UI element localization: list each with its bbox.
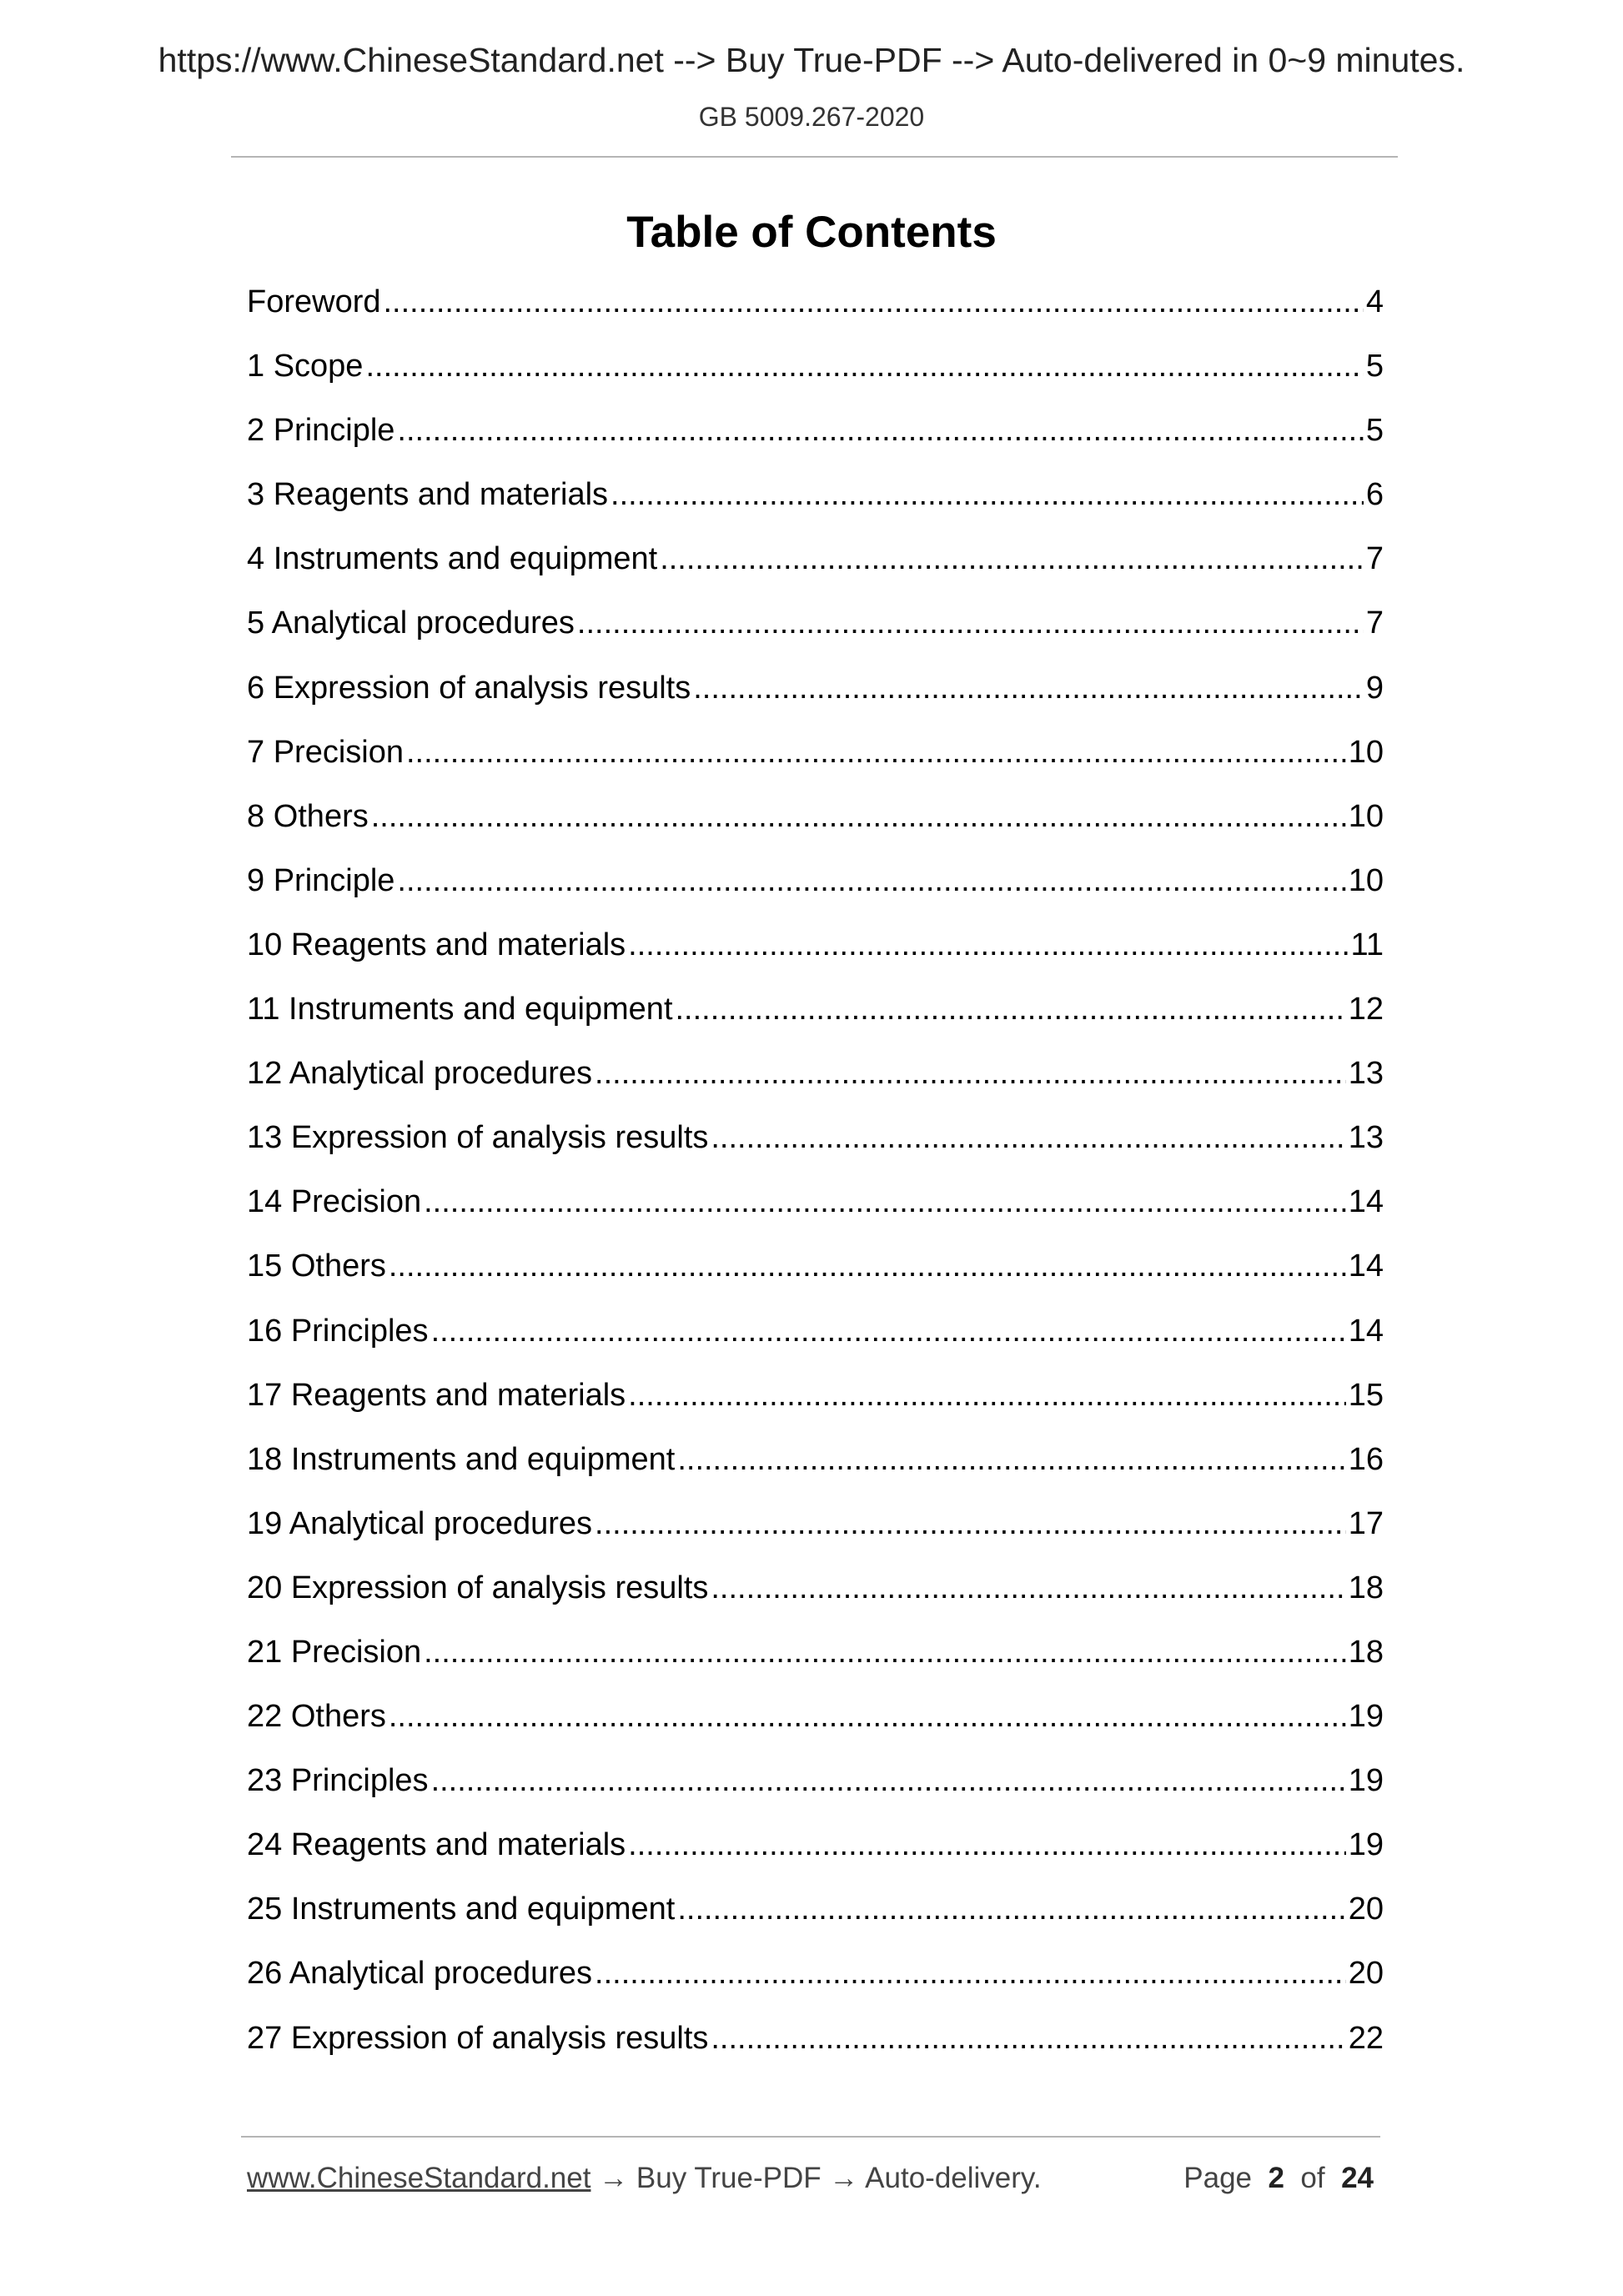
- toc-entry-page: 14: [1348, 1248, 1384, 1284]
- footer-tagline: → Buy True-PDF → Auto-delivery.: [590, 2162, 1042, 2194]
- toc-leader: [693, 672, 1364, 704]
- total-pages: 24: [1341, 2162, 1374, 2194]
- toc-entry-label: 25 Instruments and equipment: [247, 1892, 676, 1927]
- toc-leader: [384, 286, 1364, 318]
- toc-leader: [676, 993, 1346, 1025]
- toc-entry-label: 17 Reagents and materials: [247, 1377, 626, 1413]
- toc-entry[interactable]: [247, 286, 1384, 350]
- toc-leader: [628, 929, 1348, 961]
- toc-leader: [677, 1893, 1345, 1925]
- toc-entry[interactable]: [247, 1441, 1384, 1508]
- toc-leader: [595, 1058, 1346, 1089]
- footer-left: [247, 2163, 1042, 2193]
- toc-list: [247, 286, 1384, 2087]
- toc-entry-label: 22 Others: [247, 1699, 386, 1735]
- toc-entry-label: Foreword: [247, 284, 381, 319]
- current-page: 2: [1268, 2162, 1284, 2194]
- toc-entry[interactable]: [247, 1122, 1384, 1186]
- document-code: GB 5009.267-2020: [698, 102, 925, 132]
- toc-entry-label: 20 Expression of analysis results: [247, 1570, 709, 1605]
- toc-leader: [595, 1508, 1346, 1540]
- toc-entry-label: 8 Others: [247, 798, 369, 834]
- toc-entry[interactable]: [247, 1572, 1384, 1636]
- toc-entry[interactable]: [247, 736, 1384, 801]
- toc-entry[interactable]: [247, 672, 1384, 736]
- toc-leader: [628, 1379, 1346, 1411]
- toc-entry-label: 12 Analytical procedures: [247, 1056, 593, 1092]
- toc-entry-page: 14: [1348, 1184, 1384, 1220]
- toc-entry-page: 11: [1350, 927, 1384, 962]
- toc-leader: [371, 801, 1346, 832]
- toc-entry-page: 6: [1365, 477, 1384, 513]
- page-word: Page: [1183, 2162, 1253, 2194]
- toc-entry-label: 11 Instruments and equipment: [247, 992, 673, 1027]
- toc-entry[interactable]: [247, 1957, 1384, 2022]
- toc-entry-page: 20: [1348, 1892, 1384, 1927]
- toc-entry-page: 16: [1348, 1441, 1384, 1477]
- toc-entry-page: 10: [1348, 798, 1384, 834]
- toc-entry-label: 2 Principle: [247, 413, 395, 449]
- toc-entry[interactable]: [247, 350, 1384, 414]
- toc-entry-page: 10: [1348, 734, 1384, 770]
- toc-entry[interactable]: [247, 1829, 1384, 1893]
- toc-leader: [424, 1186, 1346, 1218]
- toc-entry-label: 7 Precision: [247, 734, 404, 770]
- toc-leader: [397, 865, 1345, 897]
- toc-entry-page: 19: [1348, 1699, 1384, 1735]
- toc-entry-label: 15 Others: [247, 1248, 386, 1284]
- toc-leader: [406, 736, 1346, 768]
- toc-entry-page: 14: [1348, 1313, 1384, 1349]
- toc-entry-page: 7: [1365, 605, 1384, 641]
- toc-entry-label: 16 Principles: [247, 1313, 429, 1349]
- toc-entry-label: 10 Reagents and materials: [247, 927, 626, 962]
- toc-entry-label: 24 Reagents and materials: [247, 1827, 626, 1863]
- toc-entry-label: 4 Instruments and equipment: [247, 541, 658, 577]
- toc-entry[interactable]: [247, 862, 1384, 929]
- toc-leader: [660, 543, 1364, 575]
- toc-entry[interactable]: [247, 1765, 1384, 1829]
- toc-entry-label: 21 Precision: [247, 1634, 422, 1670]
- toc-entry-page: 10: [1348, 862, 1384, 898]
- toc-entry[interactable]: [247, 479, 1384, 543]
- header-divider: [231, 156, 1398, 158]
- toc-entry-page: 17: [1348, 1505, 1384, 1541]
- toc-entry[interactable]: [247, 929, 1384, 993]
- toc-leader: [711, 1122, 1345, 1153]
- toc-leader: [595, 1957, 1346, 1989]
- toc-entry-label: 3 Reagents and materials: [247, 477, 609, 513]
- toc-entry[interactable]: [247, 607, 1384, 671]
- footer-divider: [241, 2136, 1380, 2138]
- toc-entry-label: 19 Analytical procedures: [247, 1505, 593, 1541]
- toc-leader: [389, 1701, 1346, 1732]
- toc-entry-page: 15: [1348, 1377, 1384, 1413]
- toc-entry-label: 23 Principles: [247, 1763, 429, 1799]
- toc-entry[interactable]: [247, 1701, 1384, 1765]
- toc-entry-label: 27 Expression of analysis results: [247, 2020, 709, 2056]
- toc-entry[interactable]: [247, 1315, 1384, 1379]
- toc-leader: [677, 1444, 1345, 1475]
- toc-leader: [397, 414, 1363, 446]
- toc-entry-label: 13 Expression of analysis results: [247, 1120, 709, 1156]
- toc-entry-page: 13: [1348, 1120, 1384, 1156]
- toc-entry-label: 18 Instruments and equipment: [247, 1441, 676, 1477]
- toc-entry-page: 7: [1365, 541, 1384, 577]
- toc-entry-label: 26 Analytical procedures: [247, 1956, 593, 1992]
- footer-site-link[interactable]: www.ChineseStandard.net: [247, 2162, 591, 2194]
- toc-leader: [365, 350, 1363, 382]
- page-number: [1183, 2163, 1374, 2193]
- toc-entry[interactable]: [247, 1186, 1384, 1250]
- toc-entry-page: 19: [1348, 1763, 1384, 1799]
- toc-entry-page: 19: [1348, 1827, 1384, 1863]
- top-banner: https://www.ChineseStandard.net --> Buy True-PDF --> Auto-delivered in 0~9 minutes.: [158, 41, 1465, 79]
- of-word: of: [1300, 2162, 1325, 2194]
- toc-entry[interactable]: [247, 1505, 1384, 1572]
- toc-entry-label: 5 Analytical procedures: [247, 605, 575, 641]
- toc-entry-page: 12: [1348, 992, 1384, 1027]
- toc-entry[interactable]: [247, 1250, 1384, 1314]
- toc-leader: [711, 1572, 1345, 1604]
- toc-leader: [431, 1765, 1346, 1796]
- toc-leader: [389, 1250, 1346, 1282]
- toc-entry[interactable]: [247, 543, 1384, 607]
- toc-entry[interactable]: [247, 1636, 1384, 1701]
- toc-entry-label: 9 Principle: [247, 862, 395, 898]
- toc-leader: [577, 607, 1364, 639]
- toc-leader: [431, 1315, 1346, 1347]
- toc-entry-page: 20: [1348, 1956, 1384, 1992]
- toc-entry[interactable]: [247, 993, 1384, 1058]
- toc-leader: [424, 1636, 1346, 1668]
- toc-entry-page: 18: [1348, 1634, 1384, 1670]
- toc-entry[interactable]: [247, 1379, 1384, 1444]
- toc-entry-page: 9: [1365, 670, 1384, 706]
- toc-leader: [611, 479, 1364, 510]
- toc-entry-label: 14 Precision: [247, 1184, 422, 1220]
- toc-entry-page: 13: [1348, 1056, 1384, 1092]
- toc-entry-page: 5: [1365, 349, 1384, 384]
- toc-entry-page: 5: [1365, 413, 1384, 449]
- toc-entry[interactable]: [247, 1893, 1384, 1957]
- toc-title: Table of Contents: [626, 208, 997, 257]
- toc-entry[interactable]: [247, 2022, 1384, 2087]
- toc-entry-label: 6 Expression of analysis results: [247, 670, 691, 706]
- toc-entry[interactable]: [247, 1058, 1384, 1122]
- toc-entry[interactable]: [247, 798, 1384, 865]
- toc-entry[interactable]: [247, 414, 1384, 479]
- toc-leader: [711, 2022, 1345, 2054]
- toc-entry-label: 1 Scope: [247, 349, 364, 384]
- toc-entry-page: 22: [1348, 2020, 1384, 2056]
- toc-entry-page: 4: [1365, 284, 1384, 319]
- toc-entry-page: 18: [1348, 1570, 1384, 1605]
- toc-leader: [628, 1829, 1346, 1861]
